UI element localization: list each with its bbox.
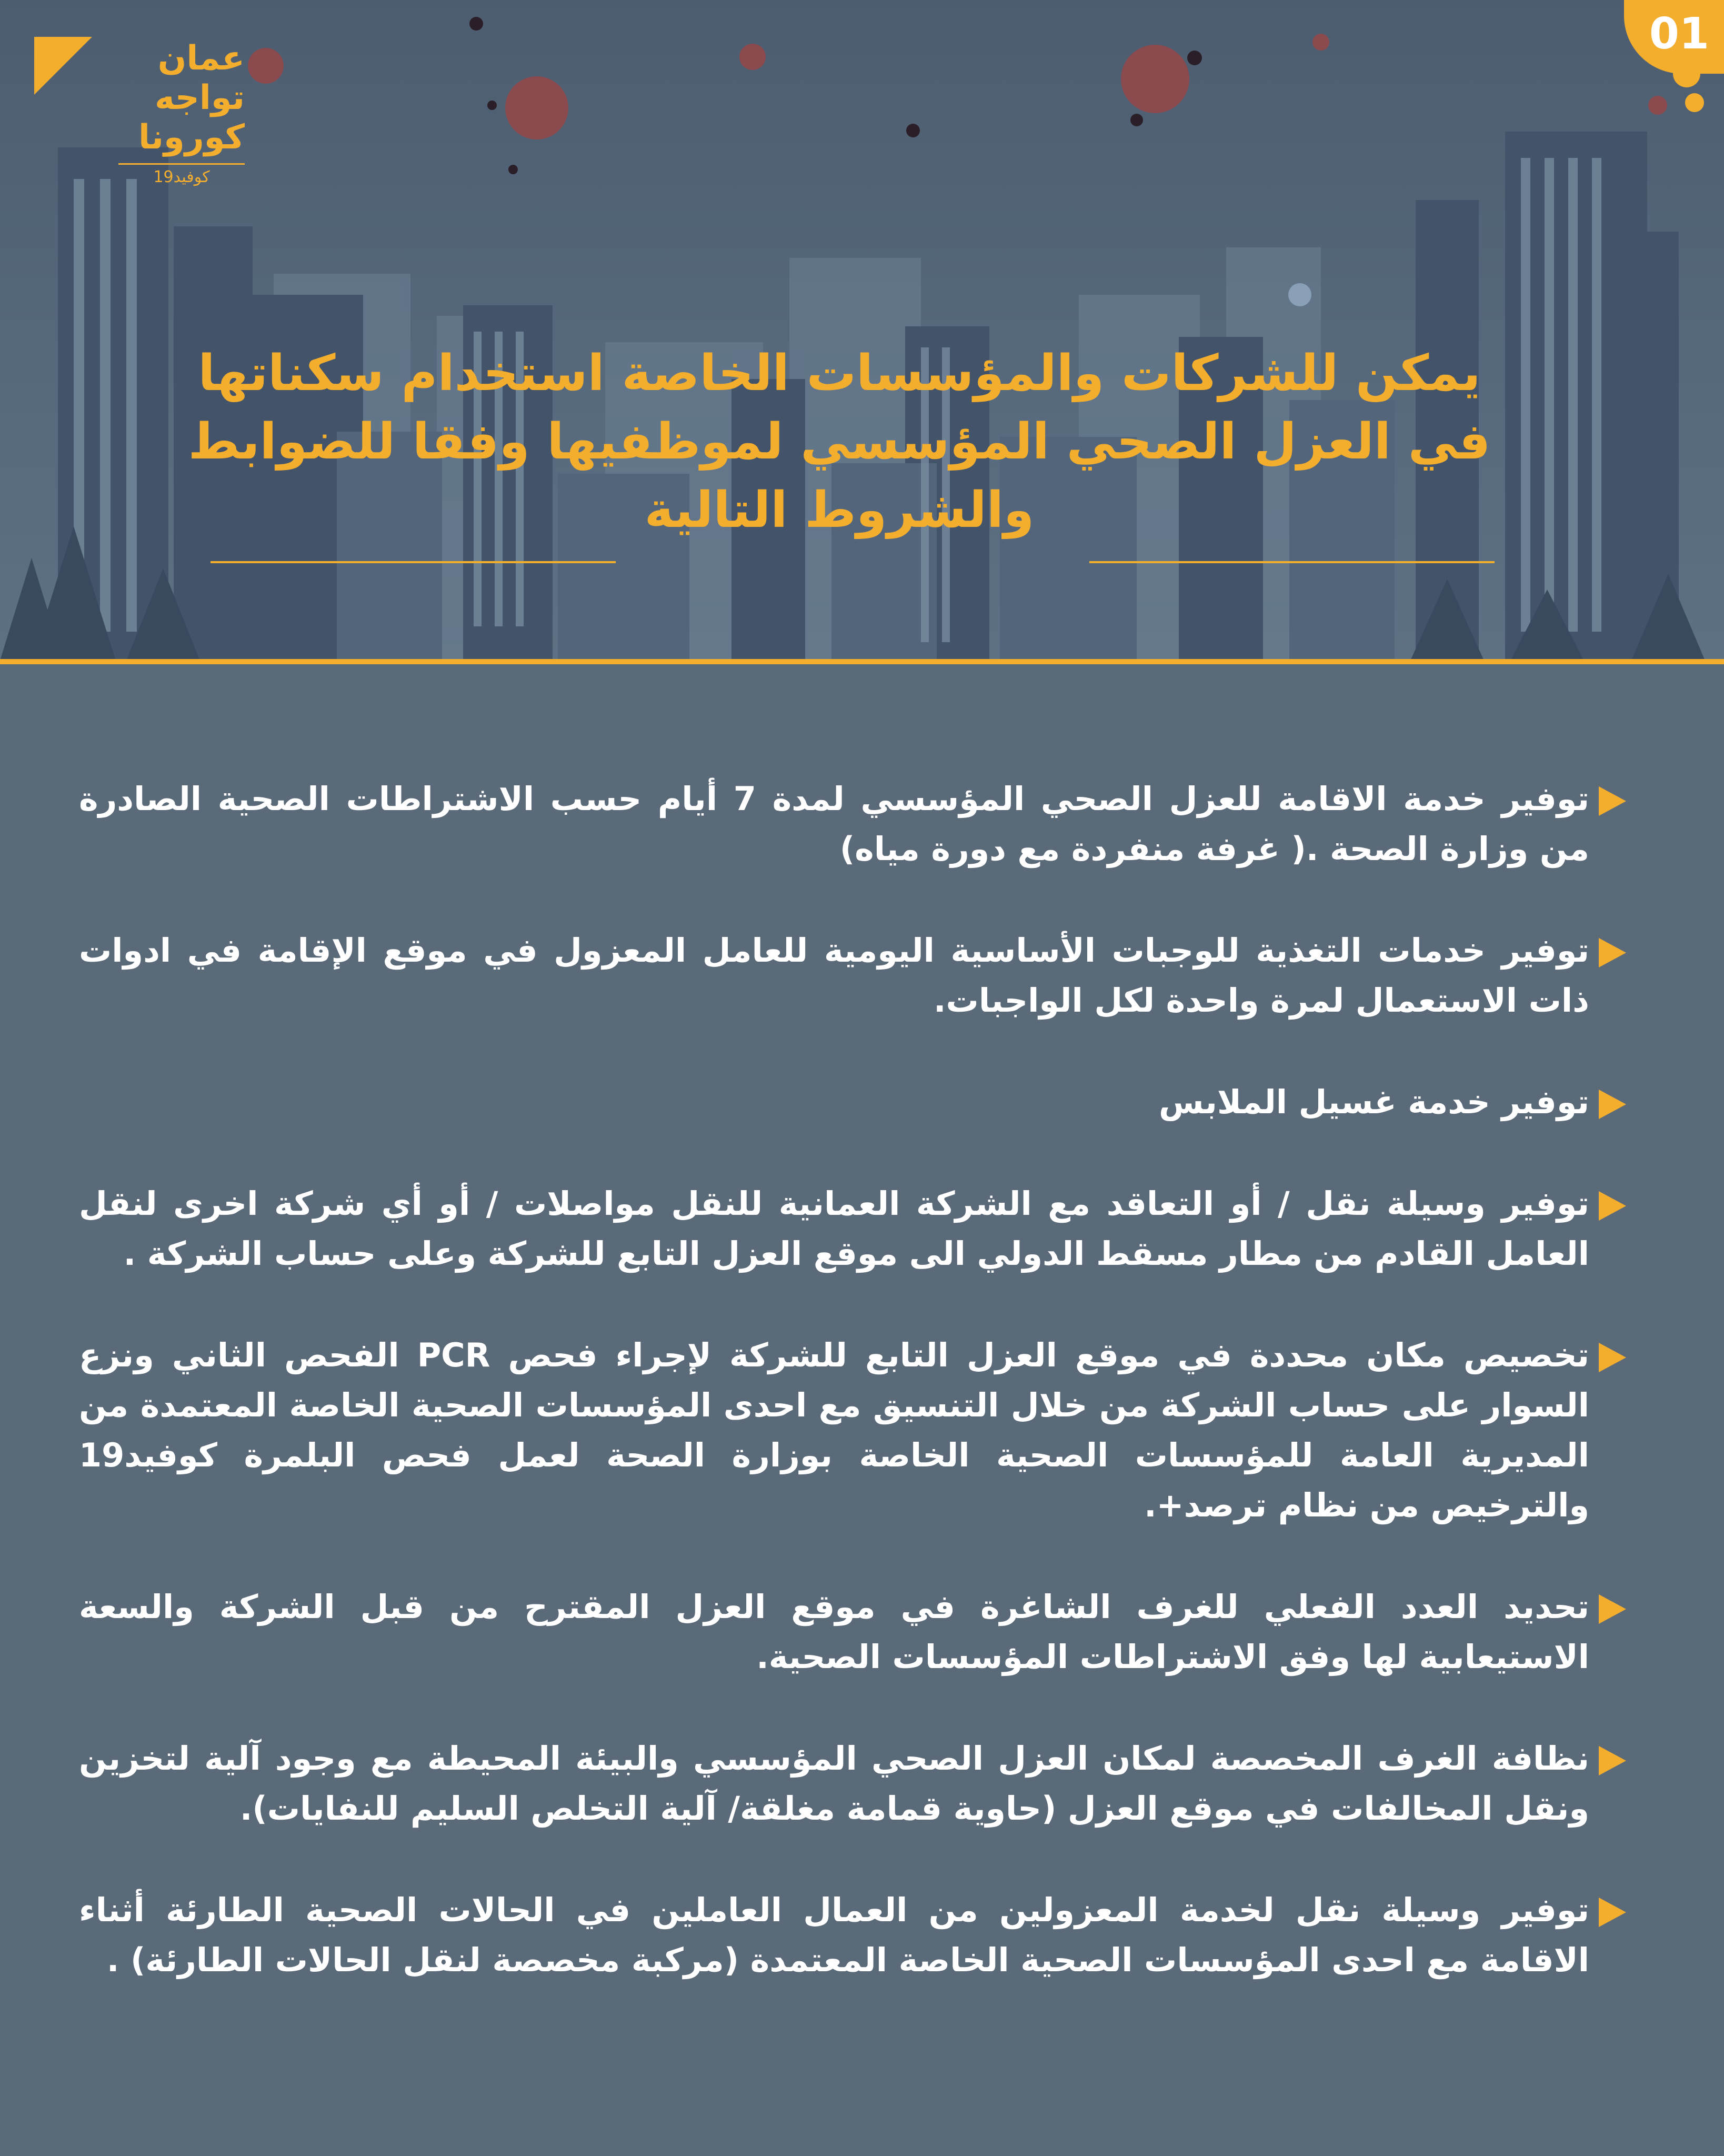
- header-gold-divider: [0, 659, 1724, 664]
- logo-triangle-icon: [34, 37, 92, 95]
- conditions-list: [79, 774, 1626, 2037]
- list-item-text: توفير وسيلة نقل / أو التعاقد مع الشركة العمانية للنقل مواصلات / أو أي شركة اخرى لنقل العامل القادم من مطار مسقط الدولي الى موقع العزل التابع للشركة وعلى حساب الشركة .: [79, 1184, 1589, 1273]
- list-item: [79, 1885, 1626, 1985]
- triangle-bullet-icon: [1599, 786, 1626, 816]
- logo-oman-faces-corona: [34, 37, 245, 200]
- list-item-text: توفير خدمة غسيل الملابس: [1158, 1083, 1589, 1121]
- page-number: 01: [1649, 9, 1709, 59]
- list-item-text: توفير خدمة الاقامة للعزل الصحي المؤسسي لمدة 7 أيام حسب الاشتراطات الصحية الصادرة من وزارة الصحة .( غرفة منفردة مع دورة مياه): [79, 780, 1589, 868]
- logo-subtitle: كوفيد19: [118, 163, 245, 186]
- logo-line-3: كورونا: [138, 118, 245, 157]
- triangle-bullet-icon: [1599, 1191, 1626, 1221]
- title-line-1: يمكن للشركات والمؤسسات الخاصة استخدام سكناتها: [198, 345, 1481, 402]
- list-item: [79, 1077, 1626, 1127]
- list-item-text: توفير وسيلة نقل لخدمة المعزولين من العمال العاملين في الحالات الصحية الطارئة أثناء الاقامة مع احدى المؤسسات الصحية الخاصة المعتمدة (مركبة مخصصة لنقل الحالات الطارئة) .: [79, 1891, 1589, 1979]
- triangle-bullet-icon: [1599, 1090, 1626, 1119]
- list-item-text: توفير خدمات التغذية للوجبات الأساسية اليومية للعامل المعزول في موقع الإقامة في ادوات ذات الاستعمال لمرة واحدة لكل الواجبات.: [79, 931, 1589, 1020]
- title-divider-right: [1089, 561, 1495, 563]
- list-item: [79, 1733, 1626, 1833]
- list-item: [79, 774, 1626, 874]
- triangle-bullet-icon: [1599, 1898, 1626, 1927]
- title-line-3: والشروط التالية: [644, 482, 1035, 539]
- logo-line-2: تواجه: [154, 78, 245, 117]
- list-item-text: نظافة الغرف المخصصة لمكان العزل الصحي المؤسسي والبيئة المحيطة مع وجود آلية لتخزين ونقل المخالفات في موقع العزل (حاوية قمامة مغلقة/ آلية التخلص السليم للنفايات).: [79, 1739, 1589, 1828]
- title-divider-left: [211, 561, 616, 563]
- list-item: [79, 1330, 1626, 1530]
- page-number-badge: [1629, 0, 1724, 74]
- list-item-text: تحديد العدد الفعلي للغرف الشاغرة في موقع العزل المقترح من قبل الشركة والسعة الاستيعابية لها وفق الاشتراطات المؤسسات الصحية.: [79, 1588, 1589, 1676]
- title-line-2: في العزل الصحي المؤسسي لموظفيها وفقا للضوابط: [188, 413, 1491, 471]
- list-item: [79, 1582, 1626, 1682]
- triangle-bullet-icon: [1599, 1594, 1626, 1624]
- list-item-text: تخصيص مكان محددة في موقع العزل التابع للشركة لإجراء فحص PCR الفحص الثاني ونزع السوار على حساب الشركة من خلال التنسيق مع احدى المؤسسات الصحية الخاصة المعتمدة من المديرية العامة للمؤسسات الصحية الخاصة بوزارة الصحة لعمل فحص البلمرة كوفيد19 والترخيص من نظام ترصد+.: [79, 1336, 1589, 1524]
- page-title: [95, 340, 1584, 545]
- header-banner: [0, 0, 1724, 661]
- triangle-bullet-icon: [1599, 938, 1626, 967]
- triangle-bullet-icon: [1599, 1343, 1626, 1372]
- triangle-bullet-icon: [1599, 1746, 1626, 1775]
- list-item: [79, 1179, 1626, 1279]
- list-item: [79, 925, 1626, 1025]
- logo-line-1: عمان: [157, 39, 245, 78]
